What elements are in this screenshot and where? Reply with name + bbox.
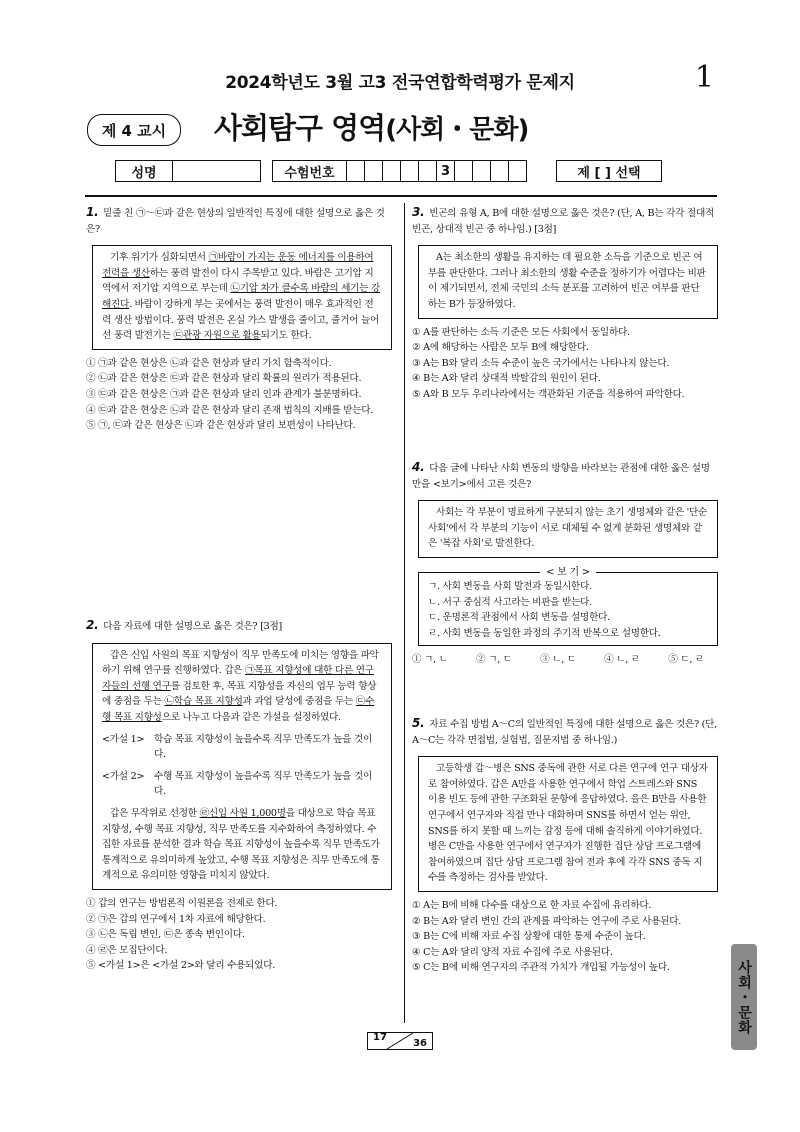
select-row — [556, 160, 662, 184]
passage-text: 을 대상으로 학습 목표 지향성, 수행 목표 지향성, 직무 만족도를 지수화하여 측정하였다. 수집한 자료를 분석한 결과 학습 목표 지향성이 높을수록 직무 만족도가 통계적으로 유의미하게 높았고, 수행 목표 지향성은 직무 만족도에 통계적으로 유의미한 영향을 미치지 않았다. — [102, 807, 380, 882]
boki-box — [418, 566, 718, 646]
answer-option[interactable]: ⑤ ㉠, ㉢과 같은 현상은 ㉡과 같은 현상과 달리 보편성이 나타난다. — [86, 420, 356, 432]
answer-option[interactable]: ⑤ A와 B 모두 우리나라에서는 객관화된 기준을 적용하여 파악한다. — [412, 388, 685, 400]
hypothesis-key: <가설 1> — [102, 733, 145, 745]
answer-option[interactable]: ③ ㉡은 독립 변인, ㉢은 종속 변인이다. — [86, 929, 245, 941]
question-stem: 빈곤의 유형 A, B에 대한 설명으로 옳은 것은? (단, A, B는 각각 절대적 빈곤, 상대적 빈곤 중 하나임.) [3점] — [412, 208, 714, 235]
right-column-q4 — [412, 460, 718, 668]
header-divider — [85, 195, 717, 197]
passage-text: 갑은 신입 사원의 목표 지향성이 직무 만족도에 미치는 영향을 파악하기 위해 연구를 진행하였다. 갑은 — [102, 649, 379, 677]
passage-text: 으로 나누고 다음과 같은 가설을 설정하였다. — [161, 711, 341, 723]
boki-item: ㄴ. 서구 중심적 사고라는 비판을 받는다. — [428, 596, 592, 608]
question-number: 2. — [86, 618, 99, 632]
question-1 — [86, 205, 392, 434]
answer-options — [86, 896, 392, 974]
passage-text: 되기도 한다. — [260, 330, 312, 342]
subject-title — [214, 106, 528, 147]
name-row — [115, 160, 261, 184]
name-label: 성명 — [115, 160, 173, 182]
question-number: 1. — [86, 205, 99, 219]
select-label[interactable]: 제 [ ] 선택 — [556, 160, 662, 182]
answer-options — [412, 652, 718, 668]
passage-text: . 바람이 강하게 부는 곳에서는 풍력 발전이 매우 효과적인 전력 생산 방법이다. 풍력 발전은 온실 가스 발생을 줄이고, 줄거어 늘어선 풍력 발전기는 — [102, 298, 380, 342]
answer-options — [86, 356, 392, 434]
exam-number-box[interactable] — [491, 160, 509, 182]
page-number: 1 — [694, 60, 714, 95]
question-4 — [412, 460, 718, 668]
exam-number-box[interactable] — [401, 160, 419, 182]
boki-item: ㄷ. 운명론적 관점에서 사회 변동을 설명한다. — [428, 612, 610, 624]
subject-sub: (사회・문화) — [385, 115, 529, 145]
right-column-q5 — [412, 716, 718, 976]
answer-options — [412, 325, 718, 403]
passage-box: A는 최소한의 생활을 유지하는 데 필요한 소득을 기준으로 빈곤 여부를 판단한다. 그러나 최소한의 생활 수준을 정하기가 어렵다는 비판이 제기되면서, 전체 국민의 소득 분포를 고려하여 빈곤 여부를 판단하는 B가 등장하였다. — [418, 245, 718, 318]
right-column — [412, 205, 718, 403]
exam-number-row — [272, 160, 527, 184]
question-number: 5. — [412, 716, 425, 730]
boki-label-wrap — [419, 565, 717, 581]
passage-text: 과 과업 달성에 중점을 두는 — [242, 696, 356, 708]
question-stem: 다음 자료에 대한 설명으로 옳은 것은? [3점] — [103, 621, 283, 632]
exam-number-box[interactable] — [383, 160, 401, 182]
subject-side-tab: 사회・문화 — [731, 944, 757, 1050]
underlined-phrase: ㉢수행 목표 지향성 — [102, 696, 375, 723]
answer-option[interactable]: ① A는 B에 비해 다수를 대상으로 한 자료 수집에 유리하다. — [412, 899, 652, 911]
passage-text: 기후 위기가 심화되면서 — [110, 252, 209, 264]
left-column — [86, 205, 392, 434]
exam-number-box[interactable] — [347, 160, 365, 182]
hypothesis-key: <가설 2> — [102, 770, 145, 782]
hypothesis-text: 수행 목표 지향성이 높을수록 직무 만족도가 높을 것이다. — [154, 770, 372, 798]
answer-option[interactable]: ② ㉡과 같은 현상은 ㉢과 같은 현상과 달리 확률의 원리가 적용된다. — [86, 373, 362, 385]
answer-option[interactable]: ③ B는 C에 비해 자료 수집 상황에 대한 통제 수준이 높다. — [412, 931, 646, 943]
boki-label: < 보 기 > — [540, 567, 596, 578]
question-stem: 자료 수집 방법 A～C의 일반적인 특징에 대한 설명으로 옳은 것은? (단, A～C는 각각 면접법, 실험법, 질문지법 중 하나임.) — [412, 719, 717, 746]
boki-item: ㄹ. 사회 변동을 동일한 과정의 주기적 반복으로 설명한다. — [428, 627, 661, 639]
question-stem: 밑줄 친 ㉠～㉢과 같은 현상의 일반적인 특징에 대한 설명으로 옳은 것은? — [86, 208, 385, 235]
underlined-phrase: ㉢관광 자원으로 활용 — [173, 330, 261, 342]
answer-option[interactable]: ④ ㉣은 모집단이다. — [86, 944, 168, 956]
answer-option[interactable]: ② B는 A와 달리 변인 간의 관계를 파악하는 연구에 주로 사용된다. — [412, 915, 682, 927]
answer-option[interactable]: ① 갑의 연구는 방법론적 이원론을 전제로 한다. — [86, 897, 278, 909]
page-total: 36 — [413, 1038, 427, 1049]
underlined-phrase: ㉣신입 사원 1,000명 — [199, 807, 286, 819]
exam-number-box[interactable] — [365, 160, 383, 182]
period-label: 제 4 교시 — [87, 114, 181, 146]
passage-box: 고등학생 갑～병은 SNS 중독에 관한 서로 다른 연구에 연구 대상자로 참여하였다. 갑은 A만을 사용한 연구에서 학업 스트레스와 SNS 이용 빈도 등에 관한 구조화된 문항에 응답하였다. 을은 B만을 사용한 연구에서 연구자와 직접 만나 대화하며 SNS를 하면서 얻는 위안, SNS를 하지 못할 때 느끼는 감정 등에 대해 솔직하게 이야기하였다. 병은 C만을 사용한 연구에서 연구자가 진행한 집단 상담 프로그램에 참여하였으며 집단 상담 프로그램 참여 전과 후에 각각 SNS 중독 지수를 측정하는 검사를 받았다. — [418, 756, 718, 892]
answer-option[interactable]: ④ ㄴ, ㄹ — [604, 654, 640, 666]
answer-option[interactable]: ① ㄱ, ㄴ — [412, 654, 448, 666]
answer-option[interactable]: ② ㉠은 갑의 연구에서 1차 자료에 해당한다. — [86, 913, 266, 925]
page-current: 17 — [373, 1032, 387, 1043]
answer-option[interactable]: ④ C는 A와 달리 양적 자료 수집에 주로 사용된다. — [412, 946, 613, 958]
name-field[interactable] — [173, 160, 261, 182]
question-number: 3. — [412, 205, 425, 219]
passage-box — [92, 643, 392, 890]
left-column-lower — [86, 618, 392, 974]
answer-option[interactable]: ① A를 판단하는 소득 기준은 모든 사회에서 동일하다. — [412, 326, 630, 338]
underlined-phrase: ㉡기압 차가 클수록 바람의 세기는 강해진다 — [102, 283, 381, 310]
column-divider — [404, 203, 405, 1023]
hypothesis-1 — [102, 732, 382, 763]
answer-option[interactable]: ⑤ <가설 1>은 <가설 2>와 달리 수용되었다. — [86, 960, 276, 972]
question-3 — [412, 205, 718, 403]
exam-number-box[interactable] — [419, 160, 437, 182]
question-stem: 다음 글에 나타난 사회 변동의 방향을 바라보는 관점에 대한 옳은 설명만을 <보기>에서 고른 것은? — [412, 463, 710, 490]
hypothesis-text: 학습 목표 지향성이 높을수록 직무 만족도가 높을 것이다. — [154, 733, 372, 761]
underlined-phrase: ㉠바람이 가지는 운동 에너지를 이용하여 전력을 생산 — [102, 252, 374, 279]
passage-text: 하는 풍력 발전이 다시 주목받고 있다. 바람은 고기압 지역에서 저기압 지역으로 부는데 — [102, 267, 374, 295]
answer-option[interactable]: ① ㉠과 같은 현상은 ㉡과 같은 현상과 달리 가치 함축적이다. — [86, 357, 332, 369]
exam-number-box[interactable] — [509, 160, 527, 182]
subject-main: 사회탐구 영역 — [214, 111, 386, 145]
exam-number-digit: 3 — [437, 160, 455, 182]
answer-option[interactable]: ③ A는 B와 달리 소득 수준이 높은 국가에서는 나타나지 않는다. — [412, 357, 670, 369]
boki-item: ㄱ. 사회 변동을 사회 발전과 동일시한다. — [428, 580, 592, 592]
answer-option[interactable]: ⑤ ㄷ, ㄹ — [668, 654, 704, 666]
answer-option[interactable]: ⑤ C는 B에 비해 연구자의 주관적 가치가 개입될 가능성이 높다. — [412, 962, 670, 974]
page-counter — [367, 1032, 433, 1050]
answer-option[interactable]: ② ㄱ, ㄷ — [476, 654, 512, 666]
question-5 — [412, 716, 718, 976]
answer-option[interactable]: ④ B는 A와 달리 상대적 박탈감의 원인이 된다. — [412, 373, 601, 385]
question-2 — [86, 618, 392, 974]
answer-option[interactable]: ④ ㉢과 같은 현상은 ㉡과 같은 현상과 달리 존재 법칙의 지배를 받는다. — [86, 404, 374, 416]
hypothesis-2 — [102, 769, 382, 800]
underlined-phrase: ㉡학습 목표 지향성 — [164, 696, 243, 708]
underlined-phrase: ㉠목표 지향성에 대한 다른 연구자들의 선행 연구 — [102, 665, 374, 692]
answer-option[interactable]: ③ ㄴ, ㄷ — [540, 654, 576, 666]
exam-title: 2024학년도 3월 고3 전국연합학력평가 문제지 — [225, 73, 575, 93]
answer-options — [412, 898, 718, 976]
exam-number-box[interactable] — [473, 160, 491, 182]
passage-text: 갑은 무작위로 선정한 — [110, 807, 200, 819]
passage-box — [92, 245, 392, 350]
answer-option[interactable]: ③ ㉢과 같은 현상은 ㉠과 같은 현상과 달리 인과 관계가 불분명하다. — [86, 388, 362, 400]
question-number: 4. — [412, 460, 425, 474]
exam-number-label: 수험번호 — [272, 160, 347, 182]
passage-box: 사회는 각 부분이 명료하게 구분되지 않는 초기 생명체와 같은 '단순 사회'에서 각 부분의 기능이 서로 대체될 수 없게 분화된 생명체와 같은 '복잡 사회'로 발전한다. — [418, 500, 718, 558]
answer-option[interactable]: ② A에 해당하는 사람은 모두 B에 해당한다. — [412, 342, 589, 354]
passage-text: 를 검토한 후, 목표 지향성을 자신의 업무 능력 향상에 중점을 두는 — [102, 680, 377, 708]
exam-number-box[interactable] — [455, 160, 473, 182]
